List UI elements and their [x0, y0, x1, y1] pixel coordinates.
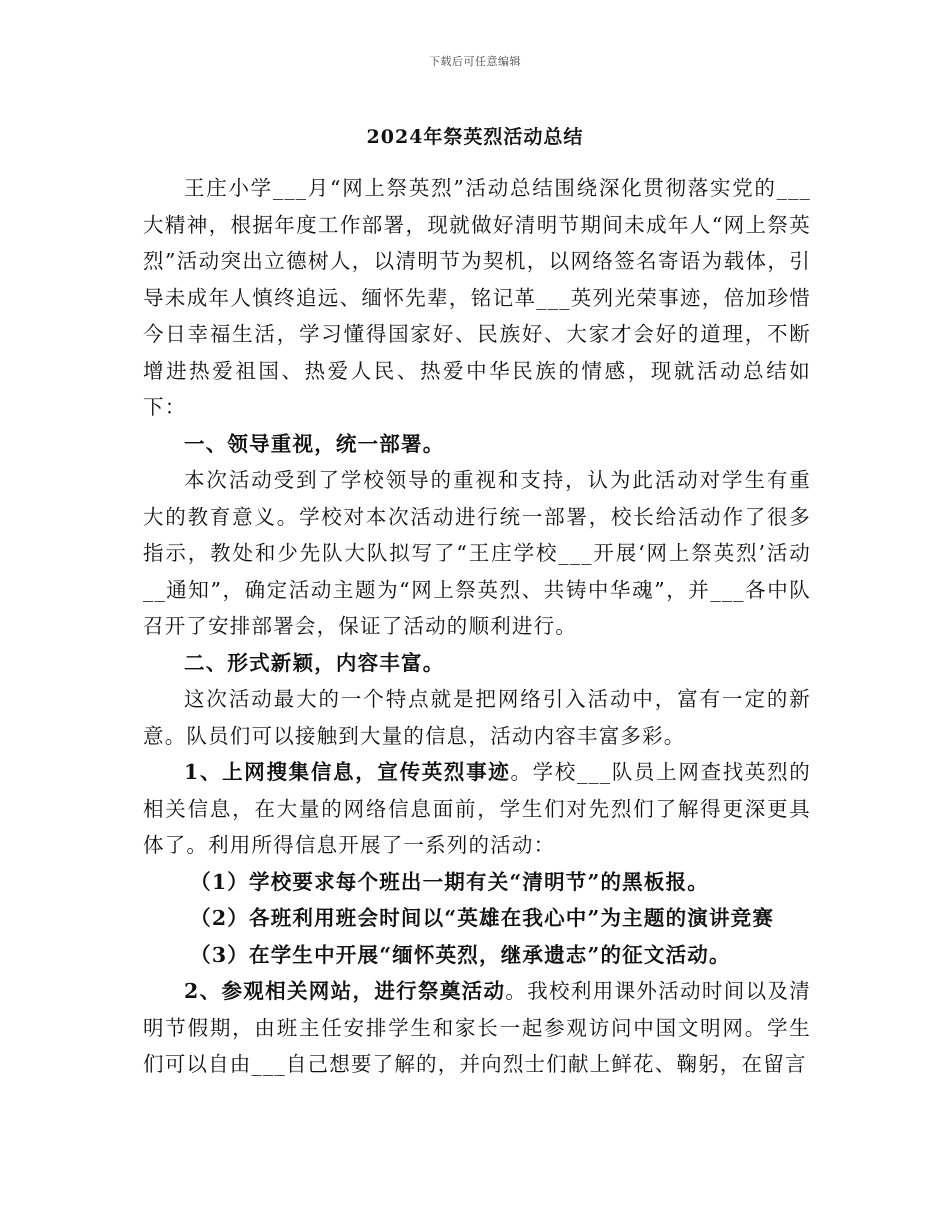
item-1-lead: 1、上网搜集信息，宣传英烈事迹: [184, 760, 511, 784]
sub-item-3: （3）在学生中开展“缅怀英烈，继承遗志”的征文活动。: [190, 942, 731, 967]
item-2-text: 。我校利用课外活动时间以及清明节假期，由班主任安排学生和家长一起参观访问中国文明网。学生们可以自由___自己想要了解的，并向烈士们献上鲜花、鞠躬，在留言: [143, 979, 811, 1076]
sub-item-2: （2）各班利用班会时间以“英雄在我心中”为主题的演讲竞赛: [190, 906, 775, 930]
section-1-paragraph: 本次活动受到了学校领导的重视和支持，认为此活动对学生有重大的教育意义。学校对本次活动进行统一部署，校长给活动作了很多指示，教处和少先队大队拟写了“王庄学校___开展‘网上祭英烈’活动__通知”，确定活动主题为“网上祭英烈、共铸中华魂”，并___各中队召开了安排部署会，保证了活动的顺利进行。: [143, 468, 811, 638]
item-1-paragraph: [143, 754, 811, 864]
section-2-heading: 二、形式新颖，内容丰富。: [184, 650, 445, 675]
document-title: 2024年祭英烈活动总结: [366, 126, 584, 148]
item-2-lead: 2、参观相关网站，进行祭奠活动: [184, 979, 506, 1003]
item-1-text: 。学校___队员上网查找英烈的相关信息，在大量的网络信息面前，学生们对先烈们了解得更深更具体了。利用所得信息开展了一系列的活动：: [143, 760, 812, 857]
intro-paragraph: 王庄小学___月“网上祭英烈”活动总结围绕深化贯彻落实党的___大精神，根据年度工作部署，现就做好清明节期间未成年人“网上祭英烈”活动突出立德树人，以清明节为契机，以网络签名寄语为载体，引导未成年人慎终追远、缅怀先辈，铭记革___英列光荣事迹，倍加珍惜今日幸福生活，学习懂得国家好、民族好、大家才会好的道理，不断增进热爱祖国、热爱人民、热爱中华民族的情感，现就活动总结如下：: [143, 176, 811, 419]
sub-item-1: （1）学校要求每个班出一期有关“清明节”的黑板报。: [190, 869, 709, 894]
header-note: 下载后可任意编辑: [429, 55, 521, 68]
item-2-paragraph: [143, 973, 811, 1083]
section-2-paragraph: 这次活动最大的一个特点就是把网络引入活动中，富有一定的新意。队员们可以接触到大量的信息，活动内容丰富多彩。: [143, 687, 811, 748]
document-body: [143, 170, 811, 1083]
section-1-heading: 一、领导重视，统一部署。: [184, 431, 445, 456]
